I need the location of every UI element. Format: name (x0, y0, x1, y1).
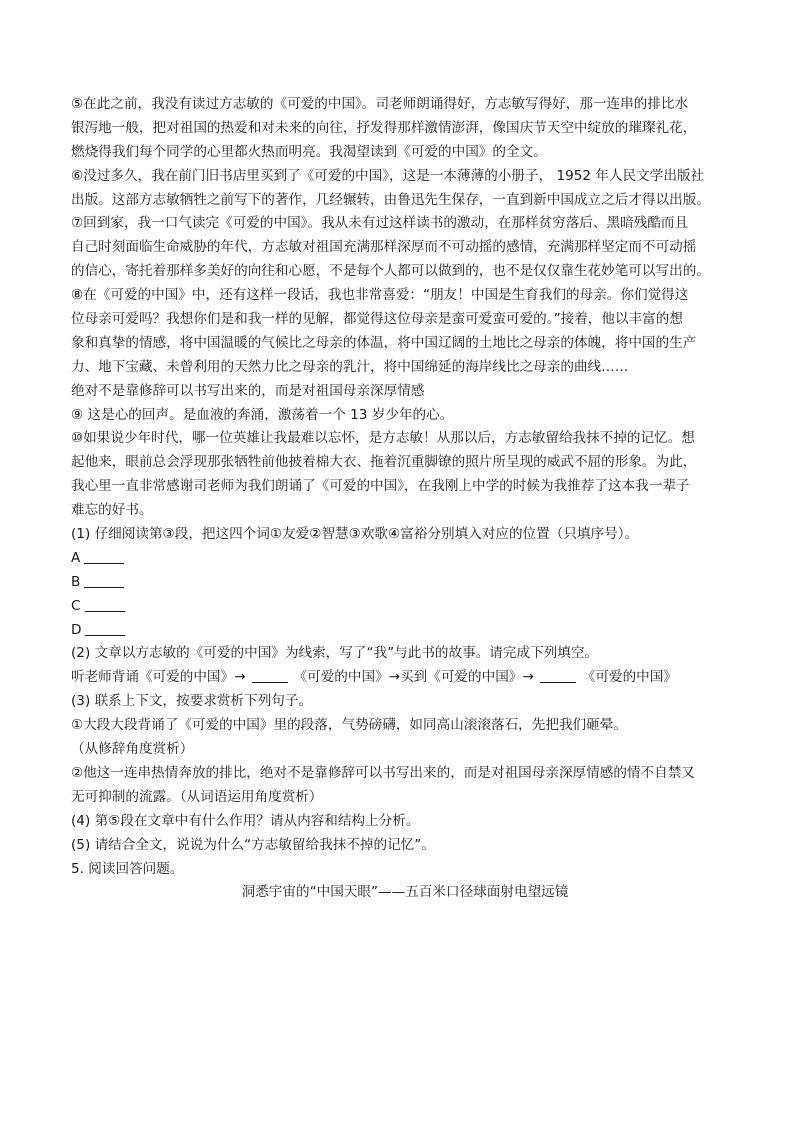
paragraph-7 (71, 212, 739, 284)
paragraph-6 (71, 165, 739, 213)
option-label: C (71, 597, 81, 614)
text-line: 象和真挚的情感，将中国温暖的气候比之母亲的体温，将中国辽阔的土地比之母亲的体魄，将中国的生产 (71, 334, 697, 351)
question-prompt: (1) 仔细阅读第③段，把这四个词①友爱②智慧③欢歌④富裕分别填入对应的位置（只填序号）。 (71, 526, 639, 543)
text-line: 力、地下宝藏、未曾利用的天然力比之母亲的乳汁，将中国绵延的海岸线比之母亲的曲线…… (71, 358, 629, 375)
text-line: ⑦回到家，我一口气读完《可爱的中国》。我从未有过这样读书的激动，在那样贫穷落后、黑暗残酷而且 (71, 215, 689, 232)
fill-in-sequence (71, 666, 739, 690)
text-line: 我心里一直非常感谢司老师为我们朗诵了《可爱的中国》，在我刚上中学的时候为我推荐了这本我一辈子 (71, 478, 690, 495)
text-line: 位母亲可爱吗？我想你们是和我一样的见解，都觉得这位母亲是蛮可爱蛮可爱的。”接着，他以丰富的想 (71, 311, 683, 328)
paragraph-8 (71, 284, 739, 403)
answer-option-c (71, 595, 739, 619)
option-label: B (71, 573, 81, 590)
paragraph-9 (71, 404, 739, 428)
question-3 (71, 690, 739, 809)
question-prompt: (3) 联系上下文，按要求赏析下列句子。 (71, 693, 313, 710)
sequence-part: 《可爱的中国》→买到《可爱的中国》→ (293, 669, 534, 686)
text-line: ⑤在此之前，我没有读过方志敏的《可爱的中国》。司老师朗诵得好，方志敏写得好，那一连串的排比水 (71, 96, 689, 112)
paragraph-5 (71, 93, 739, 165)
text-line: 的信心，寄托着那样多美好的向往和心愿，不是每个人都可以做到的，也不是仅仅靠生花妙笔可以写出的。 (71, 263, 710, 280)
text-line: 燃烧得我们每个同学的心里都火热而明亮。我渴望读到《可爱的中国》的全文。 (71, 143, 547, 160)
option-label: A (71, 549, 81, 566)
paragraph-10 (71, 427, 739, 523)
answer-blank[interactable] (85, 597, 125, 612)
question-4: (4) 第⑤段在文章中有什么作用？请从内容和结构上分析。 (71, 812, 420, 829)
sequence-part: 听老师背诵《可爱的中国》→ (71, 669, 246, 686)
text-line: 出版。这部方志敏牺牲之前写下的著作，几经辗转，由鲁迅先生保存，一直到新中国成立之后才得以出版。 (71, 191, 710, 208)
answer-blank[interactable] (252, 668, 288, 683)
text-line: ⑥没过多久，我在前门旧书店里买到了《可爱的中国》，这是一本薄薄的小册子， 1952 年人民文学出版社 (71, 167, 705, 184)
answer-blank[interactable] (84, 549, 124, 564)
text-line: 银泻地一般，把对祖国的热爱和对未来的向往，抒发得那样激情澎湃，像国庆节天空中绽放的璀璨礼花， (71, 119, 697, 136)
question-note: （从修辞角度赏析） (71, 741, 194, 758)
answer-blank[interactable] (85, 621, 125, 636)
text-line: ⑩如果说少年时代，哪一位英雄让我最难以忘怀，是方志敏！从那以后，方志敏留给我抹不掉的记忆。想 (71, 430, 695, 447)
question-item: 无可抑制的流露。（从词语运用角度赏析） (71, 788, 323, 805)
text-line: ⑧在《可爱的中国》中，还有这样一段话，我也非常喜爱：“朋友！中国是生育我们的母亲。你们觉得这 (71, 287, 689, 304)
question-5: (5) 请结合全文，说说为什么“方志敏留给我抹不掉的记忆”。 (71, 836, 435, 853)
question-prompt: (2) 文章以方志敏的《可爱的中国》为线索，写了“我”与此书的故事。请完成下列填空。 (71, 645, 599, 662)
answer-option-b (71, 571, 739, 595)
answer-option-d (71, 619, 739, 643)
question-2 (71, 642, 739, 690)
option-label: D (71, 621, 82, 638)
document-body (71, 93, 739, 905)
section-heading: 5. 阅读回答问题。 (71, 860, 184, 877)
text-line: ⑨ 这是心的回声。是血液的奔涌，激荡着一个 13 岁少年的心。 (71, 406, 454, 423)
text-line: 绝对不是靠修辞可以书写出来的，而是对祖国母亲深厚情感 (71, 382, 425, 399)
text-line: 自己时刻面临生命威胁的年代，方志敏对祖国充满那样深厚而不可动摇的感情，充满那样坚定而不可动摇 (71, 239, 697, 256)
sequence-part: 《可爱的中国》 (581, 669, 677, 686)
text-line: 起他来，眼前总会浮现那张牺牲前他披着棉大衣、拖着沉重脚镣的照片所呈现的威武不屈的形象。为此， (71, 454, 697, 471)
answer-blank[interactable] (84, 573, 124, 588)
question-1 (71, 523, 739, 642)
answer-blank[interactable] (540, 668, 576, 683)
question-item: ②他这一连串热情奔放的排比，绝对不是靠修辞可以书写出来的，而是对祖国母亲深厚情感的情不自禁又 (71, 764, 695, 781)
text-line: 难忘的好书。 (71, 502, 153, 519)
answer-option-a (71, 547, 739, 571)
question-item: ①大段大段背诵了《可爱的中国》里的段落，气势磅礴，如同高山滚滚落石，先把我们砸晕。 (71, 717, 627, 734)
article-title: 洞悉宇宙的“中国天眼”——五百米口径球面射电望远镜 (241, 884, 569, 901)
